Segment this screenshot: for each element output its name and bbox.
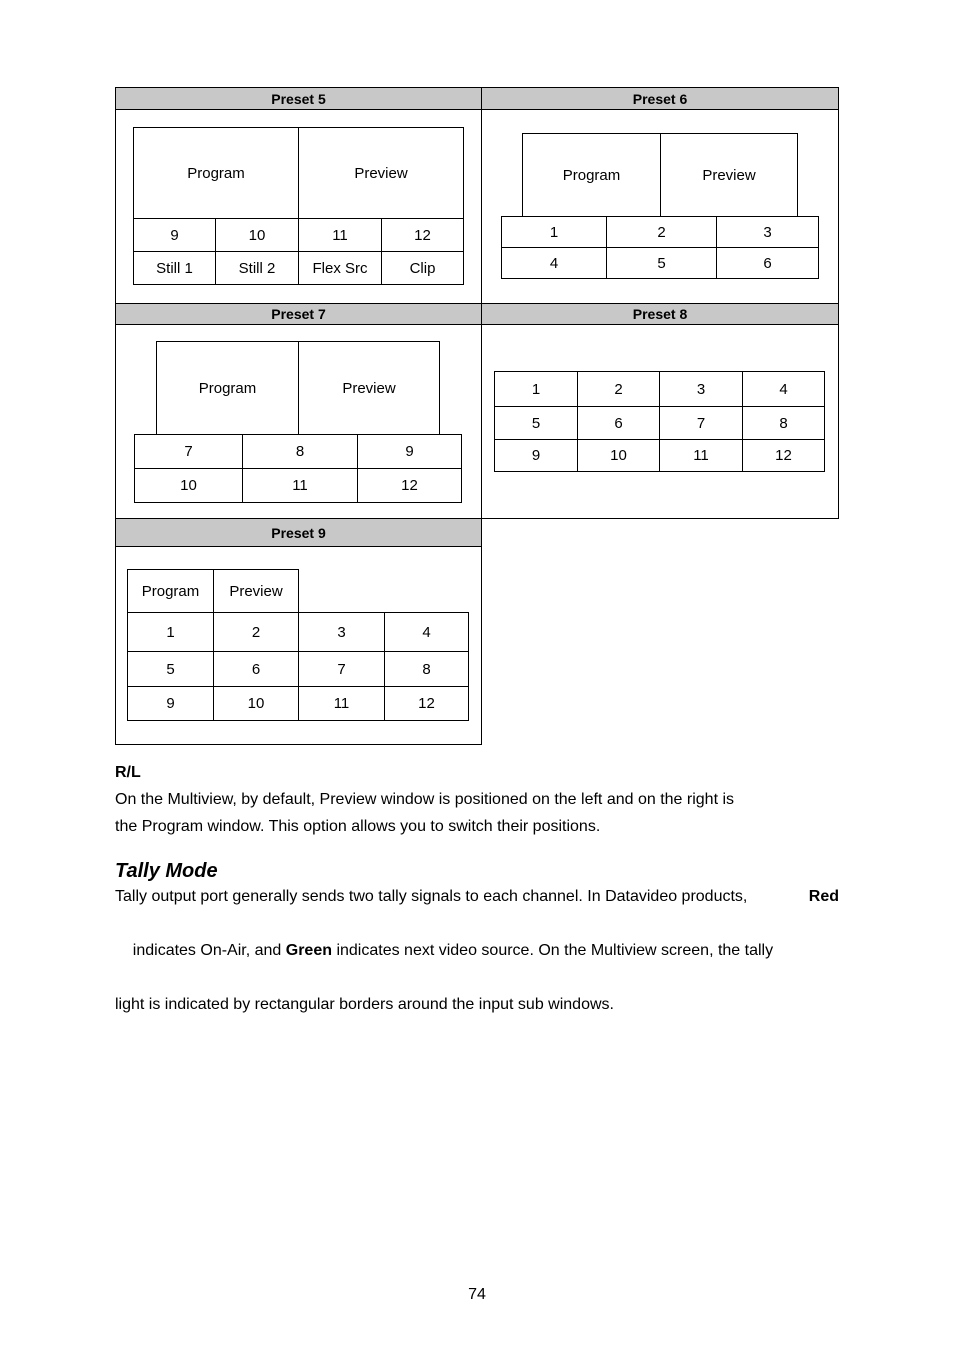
preset-6-header: Preset 6 xyxy=(481,87,839,110)
sub-window: 8 xyxy=(242,434,358,469)
rl-heading: R/L xyxy=(115,764,141,781)
sub-window: 12 xyxy=(357,468,462,503)
sub-window: 11 xyxy=(298,218,382,252)
preset-8-header: Preset 8 xyxy=(481,303,839,325)
sub-window: 1 xyxy=(127,612,214,652)
sub-window: 8 xyxy=(384,651,469,687)
preset-5-header: Preset 5 xyxy=(115,87,482,110)
sub-window: 4 xyxy=(501,247,607,279)
sub-window: 1 xyxy=(501,216,607,248)
sub-window: 4 xyxy=(384,612,469,652)
sub-window: 11 xyxy=(298,686,385,721)
sub-window: Still 2 xyxy=(215,251,299,285)
program-window: Program xyxy=(127,569,214,613)
tally-line-1: Tally output port generally sends two tally signals to each channel. In Datavideo products, Red xyxy=(115,888,839,905)
preview-window: Preview xyxy=(298,341,440,435)
sub-window: 7 xyxy=(134,434,243,469)
sub-window: Flex Src xyxy=(298,251,382,285)
tally-heading: Tally Mode xyxy=(115,860,218,882)
sub-window: 10 xyxy=(577,439,660,472)
sub-window: 9 xyxy=(133,218,216,252)
sub-window: 4 xyxy=(742,371,825,407)
sub-window: 11 xyxy=(659,439,743,472)
sub-window: 7 xyxy=(659,406,743,440)
preset-9-header: Preset 9 xyxy=(115,518,482,547)
preview-window: Preview xyxy=(660,133,798,217)
sub-window: 1 xyxy=(494,371,578,407)
sub-window: 3 xyxy=(659,371,743,407)
sub-window: 8 xyxy=(742,406,825,440)
sub-window: 2 xyxy=(213,612,299,652)
tally-paragraph xyxy=(115,883,839,1018)
sub-window: Clip xyxy=(381,251,464,285)
sub-window: 12 xyxy=(742,439,825,472)
rl-line-2: the Program window. This option allows you to switch their positions. xyxy=(115,818,601,835)
sub-window: 10 xyxy=(134,468,243,503)
sub-window: 11 xyxy=(242,468,358,503)
tally-line-3: light is indicated by rectangular borders around the input sub windows. xyxy=(115,996,614,1013)
program-window: Program xyxy=(522,133,661,217)
program-window: Program xyxy=(133,127,299,219)
sub-window: 10 xyxy=(213,686,299,721)
sub-window: 2 xyxy=(577,371,660,407)
sub-window: 12 xyxy=(384,686,469,721)
sub-window: 6 xyxy=(716,247,819,279)
tally-line-2: indicates On-Air, and Green indicates next video source. On the Multiview screen, the tally xyxy=(132,942,774,959)
rl-line-1: On the Multiview, by default, Preview window is positioned on the left and on the right is xyxy=(115,791,735,808)
sub-window: 3 xyxy=(716,216,819,248)
program-window: Program xyxy=(156,341,299,435)
sub-window: 9 xyxy=(494,439,578,472)
sub-window: 5 xyxy=(494,406,578,440)
sub-window: 6 xyxy=(577,406,660,440)
sub-window: Still 1 xyxy=(133,251,216,285)
sub-window: 5 xyxy=(606,247,717,279)
sub-window: 12 xyxy=(381,218,464,252)
preview-window: Preview xyxy=(298,127,464,219)
sub-window: 9 xyxy=(127,686,214,721)
sub-window: 9 xyxy=(357,434,462,469)
preview-window: Preview xyxy=(213,569,299,613)
sub-window: 3 xyxy=(298,612,385,652)
preset-7-header: Preset 7 xyxy=(115,303,482,325)
rl-paragraph xyxy=(115,786,845,840)
page-number: 74 xyxy=(468,1286,486,1303)
sub-window: 10 xyxy=(215,218,299,252)
sub-window: 7 xyxy=(298,651,385,687)
sub-window: 5 xyxy=(127,651,214,687)
sub-window: 6 xyxy=(213,651,299,687)
sub-window: 2 xyxy=(606,216,717,248)
